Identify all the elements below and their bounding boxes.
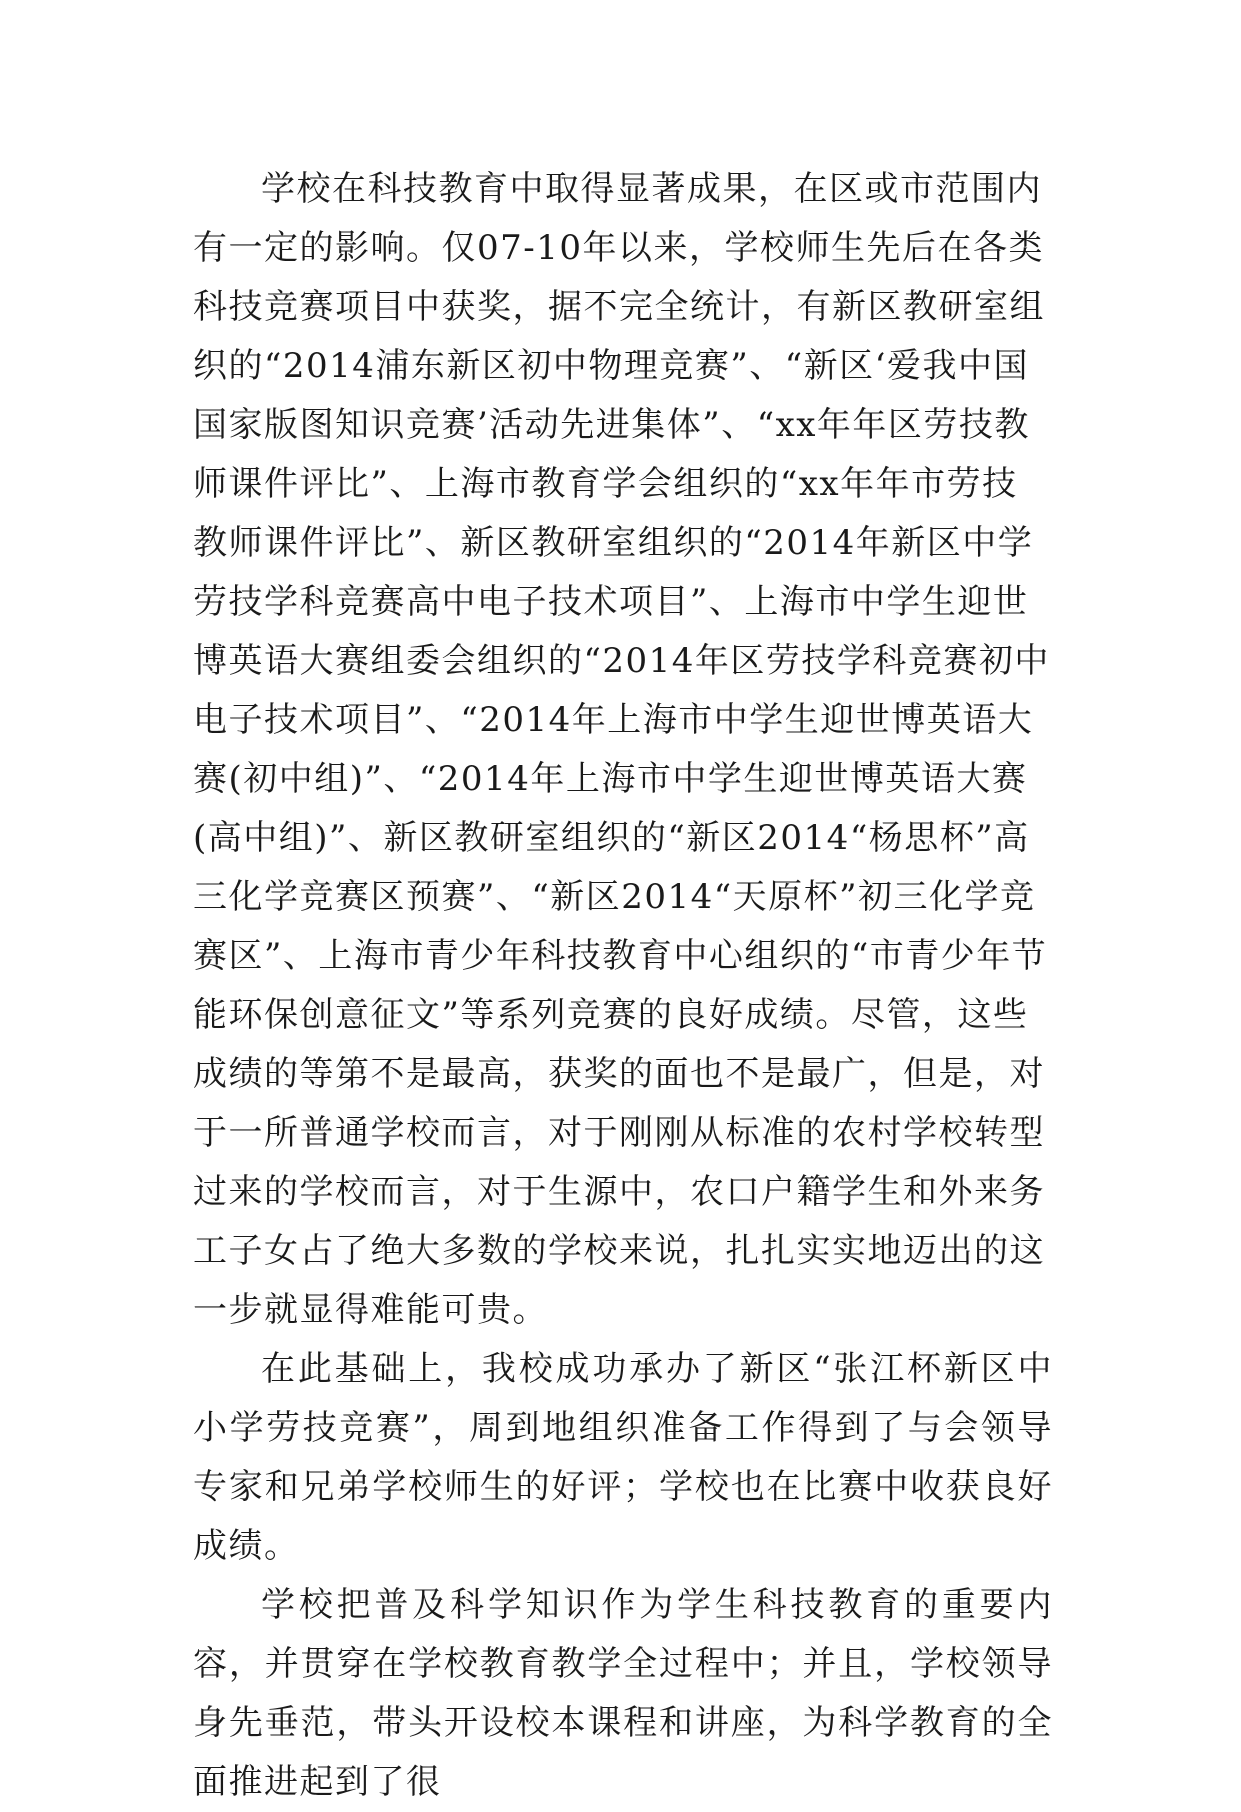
paragraph-hosted-competition: 在此基础上，我校成功承办了新区“张江杯新区中小学劳技竞赛”，周到地组织准备工作得到了与会领导专家和兄弟学校师生的好评；学校也在比赛中收获良好成绩。 bbox=[193, 1349, 1053, 1566]
paragraph-achievements: 学校在科技教育中取得显著成果，在区或市范围内有一定的影响。仅07-10年以来，学校师生先后在各类科技竞赛项目中获奖，据不完全统计，有新区教研室组织的“2014浦东新区初中物理竞赛”、“新区‘爱我中国国家版图知识竞赛’活动先进集体”、“xx年年区劳技教师课件评比”、上海市教育学会组织的“xx年年市劳技教师课件评比”、新区教研室组织的“2014年新区中学劳技学科竞赛高中电子技术项目”、上海市中学生迎世博英语大赛组委会组织的“2014年区劳技学科竞赛初中电子技术项目”、“2014年上海市中学生迎世博英语大赛(初中组)”、“2014年上海市中学生迎世博英语大赛(高中组)”、新区教研室组织的“新区2014“杨思杯”高三化学竞赛区预赛”、“新区2014“天原杯”初三化学竞赛区”、上海市青少年科技教育中心组织的“市青少年节能环保创意征文”等系列竞赛的良好成绩。尽管，这些成绩的等第不是最高，获奖的面也不是最广，但是，对于一所普通学校而言，对于刚刚从标准的农村学校转型过来的学校而言，对于生源中，农口户籍学生和外来务工子女占了绝大多数的学校来说，扎扎实实地迈出的这一步就显得难能可贵。 bbox=[193, 169, 1050, 1330]
paragraph-science-popularization: 学校把普及科学知识作为学生科技教育的重要内容，并贯穿在学校教育教学全过程中；并且，学校领导身先垂范，带头开设校本课程和讲座，为科学教育的全面推进起到了很 bbox=[193, 1585, 1053, 1802]
document-body bbox=[193, 160, 1053, 1812]
